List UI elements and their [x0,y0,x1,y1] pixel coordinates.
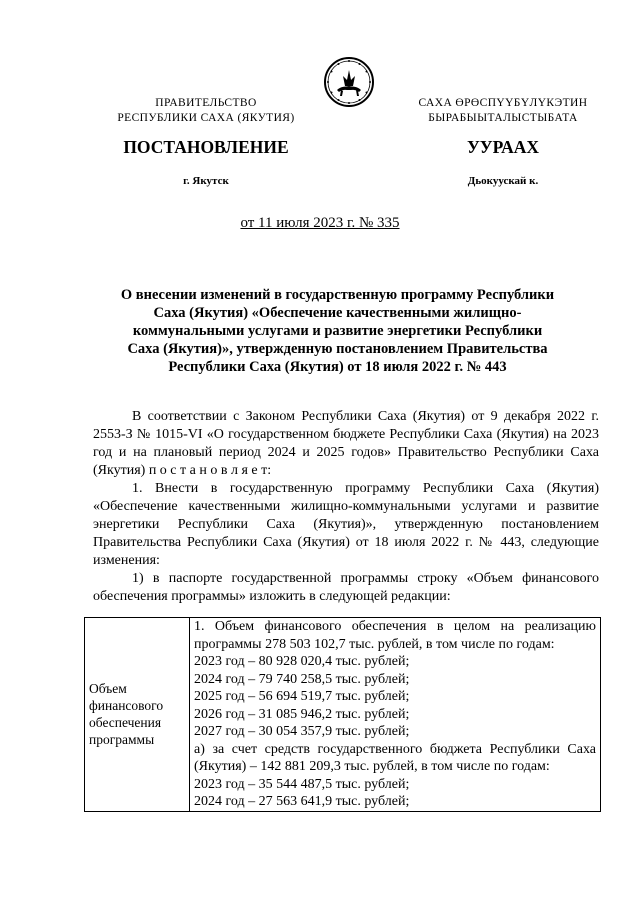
coat-of-arms-emblem-icon [323,56,375,108]
financing-line: 2023 год – 35 544 487,5 тыс. рублей; [194,776,410,792]
paragraph: 1) в паспорте государственной программы строку «Объем финансового обеспечения программы» изложить в следующей редакции: [93,571,599,604]
document-type-russian: ПОСТАНОВЛЕНИЕ [123,137,289,157]
paragraph: В соответствии с Законом Республики Саха (Якутия) от 9 декабря 2022 г. 2553-З № 1015-VI «О государственном бюджете Республики Саха (Якутия) на 2023 год и на плановый период 2024 и 2025 годов» Правительство Республики Саха (Якутия) п о с т а н о в л я е т: [93,409,599,478]
government-name-line: ПРАВИТЕЛЬСТВО [155,97,257,109]
city-yakut: Дьокуускай к. [467,175,539,187]
financing-line: 2024 год – 79 740 258,5 тыс. рублей; [194,671,410,687]
government-name-yakut [393,96,613,126]
financing-line: 1. Объем финансового обеспечения в целом на реализацию программы 278 503 102,7 тыс. рублей, в том числе по годам: [194,619,596,652]
financing-line: 2025 год – 56 694 519,7 тыс. рублей; [194,689,410,704]
government-name-russian [96,96,316,126]
document-type-yakut: УУРААХ [466,137,540,157]
financing-line: а) за счет средств государственного бюджета Республики Саха (Якутия) – 142 881 209,3 тыс. рублей, в том числе по годам: [194,741,596,774]
financing-line: 2026 год – 31 085 946,2 тыс. рублей; [194,706,410,722]
financing-line: 2027 год – 30 054 357,9 тыс. рублей; [194,724,410,739]
financing-line: 2023 год – 80 928 020,4 тыс. рублей; [194,654,410,669]
financing-line: 2024 год – 27 563 641,9 тыс. рублей; [194,794,410,809]
document-title: О внесении изменений в государственную программу Республики Саха (Якутия) «Обеспечение качественными жилищно-коммунальными услугами и развитие энергетики Республики Саха (Якутия)», утвержденную постановлением Правительства Республики Саха (Якутия) от 18 июля 2022 г. № 443 [120,287,555,375]
city-russian: г. Якутск [183,175,229,187]
table-row [85,618,601,812]
document-body [93,408,599,606]
table-row-label: Объем финансового обеспечения программы [85,618,190,812]
paragraph: 1. Внести в государственную программу Республики Саха (Якутия) «Обеспечение качественными жилищно-коммунальными услугами и развитие энергетики Республики Саха (Якутия)», утвержденную постановлением Правительства Республики Саха (Якутия) от 18 июля 2022 г. № 443, следующие изменения: [93,481,599,568]
government-name-line: БЫРАБЫЫТАЛЫСТЫБАТА [428,112,578,124]
government-name-line: РЕСПУБЛИКИ САХА (ЯКУТИЯ) [117,112,295,124]
date-and-number: от 11 июля 2023 г. № 335 [240,215,400,231]
government-name-line: САХА ӨРӨСПҮҮБҮЛҮКЭТИН [418,97,588,109]
table-row-value [190,618,601,812]
financing-table [84,617,601,812]
